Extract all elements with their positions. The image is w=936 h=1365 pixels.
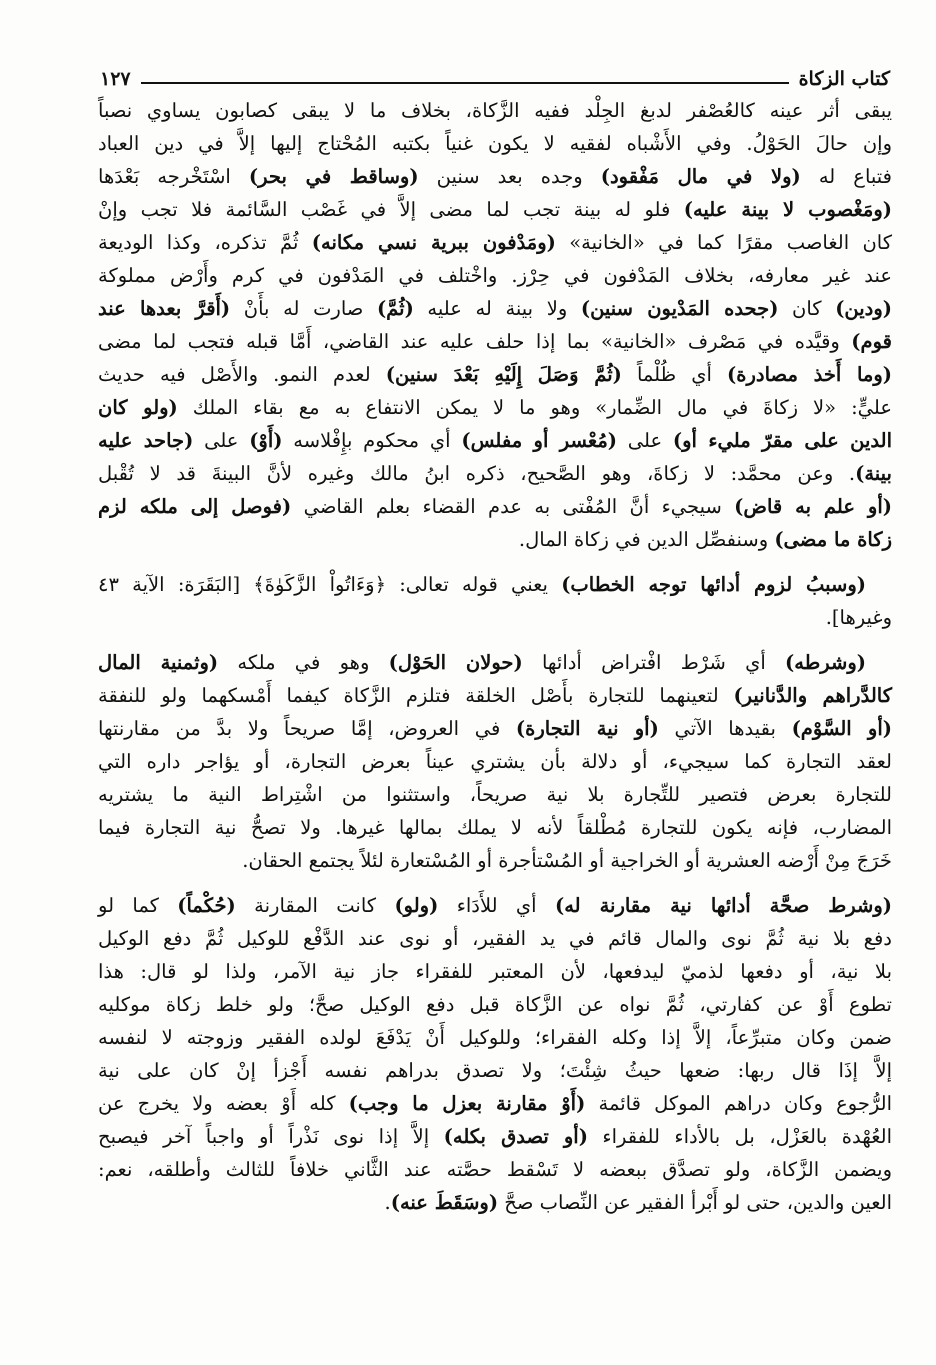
commentary-text: يعني قوله تعالى: ﴿وَءَاتُواْ الزَّكَوٰةَ﴾ [البَقَرَة: الآية ٤٣ bbox=[98, 573, 562, 596]
bold-matn-text: الدين على مقرّ مليء أو) bbox=[672, 429, 892, 452]
bold-matn-text: (ثُمَّ) bbox=[376, 297, 414, 320]
commentary-text: للتجارة بعرض فتصير للتِّجارة بلا نية صريحاً، واستثنوا من اشْتِراط النية ما يشتريه bbox=[98, 783, 892, 806]
commentary-text: وهو في ملكه bbox=[218, 651, 389, 674]
paragraph bbox=[98, 889, 892, 1219]
commentary-text: عند غير معارفه، بخلاف المَدْفون في حِرْز. واخْتلف في المَدْفون في كرم وأَرْض مملوكة bbox=[98, 264, 892, 287]
commentary-text: كانت المقارنة bbox=[235, 894, 395, 917]
commentary-text: دفع بلا نية ثُمَّ نوى والمال قائم في يد الفقير، أو نوى عند الدَّفْع للوكيل ثُمَّ دفع الوكيل bbox=[98, 927, 892, 950]
text-line bbox=[98, 811, 892, 844]
bold-matn-text: (حُكْماً) bbox=[177, 894, 236, 917]
text-line bbox=[98, 259, 892, 292]
commentary-text: . وعن محمَّد: لا زكاةَ، وهو الصَّحيح، ذكره ابنُ مالك وغيره لأنَّ البينةَ قد لا تُقْبل bbox=[98, 462, 856, 485]
bold-matn-text: قوم) bbox=[851, 330, 892, 353]
commentary-text: وجده بعد سنين bbox=[418, 165, 601, 188]
commentary-text: لعدم النمو. والأَصْل فيه حديث bbox=[98, 363, 386, 386]
commentary-text: لتعينهما للتجارة بأَصْل الخلقة فتلزم الزَّكاة كيفما أَمْسكهما ولو للنفقة bbox=[98, 684, 734, 707]
commentary-text: عليٍّ: «لا زكاةَ في مال الضِّمار» وهو ما لا يمكن الانتفاع به مع بقاء الملك bbox=[177, 396, 892, 419]
commentary-text: العين والدين، حتى لو أَبْرأ الفقير عن النِّصاب صحَّ bbox=[498, 1191, 892, 1214]
commentary-text: تطوع أَوْ عن كفارتي، ثُمَّ نواه عن الزَّكاة قبل دفع الوكيل صحَّ؛ ولو خلط زكاة موكليه bbox=[98, 993, 892, 1016]
bold-matn-text: (وشرط صحَّة أدائها نية مقارنة له) bbox=[554, 894, 892, 917]
commentary-text: وسنفصِّل الدين في زكاة المال. bbox=[518, 528, 775, 551]
page-number: ١٢٧ bbox=[100, 68, 131, 90]
text-line bbox=[98, 325, 892, 358]
bold-matn-text: (ثُمَّ وَصَلَ إِلَيْهِ بَعْدَ سنين) bbox=[385, 363, 622, 386]
commentary-text: لعقد التجارة كما سيجيء، أو دلالة بأن يشتري عيناً بعرض التجارة، أو يؤاجر داره التي bbox=[98, 750, 892, 773]
text-line bbox=[98, 1186, 892, 1219]
commentary-text: بلا نية، أو دفعها لذميّ ليدفعها، لأن المعتبر للفقراء جاز نية الآمر، ولذا لو قال: هذا bbox=[98, 960, 892, 983]
commentary-text: المضارب، فإنه يكون للتجارة مُطْلقاً لأنه لا يملك بمالها غيرها. ولا تصحُّ نية التجارة فيما bbox=[98, 816, 892, 839]
text-line bbox=[98, 778, 892, 811]
text-line bbox=[98, 193, 892, 226]
bold-matn-text: (وشرطه) bbox=[785, 651, 866, 674]
bold-matn-text: (ولو) bbox=[394, 894, 439, 917]
commentary-text: ويضمن الزَّكاة، ولو تصدَّق ببعضه لا تَسْقط حصَّته عند الثَّاني خلافاً للثالث وأطلقه، نعم: bbox=[98, 1158, 892, 1181]
bold-matn-text: (ولو كان bbox=[98, 396, 178, 419]
bold-matn-text: (فوصل إلى ملكه لزم bbox=[98, 495, 292, 518]
text-line bbox=[98, 988, 892, 1021]
commentary-text: بقيدها الآتي bbox=[658, 717, 792, 740]
commentary-text: كان الغاصب مقرًا كما في «الخانية» bbox=[555, 231, 892, 254]
bold-matn-text: (أو نية التجارة) bbox=[515, 717, 659, 740]
commentary-text: على bbox=[193, 429, 250, 452]
text-line bbox=[98, 712, 892, 745]
commentary-text: أي محكوم بإِفْلاسه bbox=[282, 429, 462, 452]
commentary-text: كله أَوْ بعضه ولا يخرج عن bbox=[98, 1092, 349, 1115]
bold-matn-text: (أو تصدق بكله) bbox=[443, 1125, 588, 1148]
text-line bbox=[98, 568, 892, 601]
paragraph bbox=[98, 646, 892, 877]
text-line bbox=[98, 844, 892, 877]
commentary-text: خَرَجَ مِنْ أَرْضه العشرية أو الخراجية أو المُسْتأجرة أو المُسْتعارة لئلاً يجتمع الحقان. bbox=[242, 849, 892, 872]
bold-matn-text: (ومَغْصوب لا بينة عليه) bbox=[683, 198, 892, 221]
commentary-text: صارت له بأَنْ bbox=[230, 297, 377, 320]
text-line bbox=[98, 292, 892, 325]
text-line bbox=[98, 1120, 892, 1153]
text-line bbox=[98, 391, 892, 424]
bold-matn-text: (وسَقَطَ عنه) bbox=[390, 1191, 499, 1214]
bold-matn-text: (أَوْ مقارنة بعزل ما وجب) bbox=[348, 1092, 586, 1115]
header-rule bbox=[141, 82, 789, 84]
text-line bbox=[98, 1153, 892, 1186]
text-line bbox=[98, 1021, 892, 1054]
commentary-text: ولا بينة له عليه bbox=[413, 297, 581, 320]
commentary-text: العُهْدة بالعَزْل، بل بالأداء للفقراء bbox=[587, 1125, 892, 1148]
text-line bbox=[98, 160, 892, 193]
commentary-text: وقيَّده في مَصْرف «الخانية» بما إذا حلف عليه عند القاضي، أَمَّا قبله فتجب لما مضى bbox=[98, 330, 852, 353]
text-line bbox=[98, 1087, 892, 1120]
chapter-title: كتاب الزكاة bbox=[798, 68, 890, 90]
text-line bbox=[98, 127, 892, 160]
bold-matn-text: (أو علم به قاض) bbox=[734, 495, 892, 518]
commentary-text: فتباع له bbox=[800, 165, 892, 188]
commentary-text: سيجيء أنَّ المُفْتى به عدم القضاء بعلم القاضي bbox=[291, 495, 735, 518]
text-line bbox=[98, 490, 892, 523]
text-line bbox=[98, 679, 892, 712]
text-line bbox=[98, 889, 892, 922]
bold-matn-text: (وساقط في بحر) bbox=[248, 165, 419, 188]
commentary-text: أي شَرْط افْتراض أدائها bbox=[522, 651, 786, 674]
bold-matn-text: (ولا في مال مَفْقود) bbox=[600, 165, 801, 188]
commentary-text: ضمن وكان متبرِّعاً، إلاَّ إذا وكله الفقراء؛ وللوكيل أَنْ يَدْفَعَ لولده الفقير وزوجته لا لنفسه bbox=[98, 1026, 892, 1049]
running-header bbox=[100, 58, 890, 90]
paragraph bbox=[98, 94, 892, 556]
commentary-text: . bbox=[384, 1191, 391, 1214]
bold-matn-text: (جحده المَدْيون سنين) bbox=[580, 297, 779, 320]
commentary-text: فلو له بينة تجب لما مضى إلاَّ في غَصْب السَّائمة فلا تجب وإنْ bbox=[98, 198, 684, 221]
commentary-text: كما لو bbox=[98, 894, 178, 917]
commentary-text: اسْتَخْرجه بَعْدَها bbox=[98, 165, 249, 188]
commentary-text: أي ظُلْماً bbox=[621, 363, 728, 386]
commentary-text: كان bbox=[778, 297, 836, 320]
text-line bbox=[98, 646, 892, 679]
text-line bbox=[98, 94, 892, 127]
text-line bbox=[98, 457, 892, 490]
bold-matn-text: (ومَدْفون ببرية نسي مكانه) bbox=[311, 231, 556, 254]
bold-matn-text: (أو السَّوْم) bbox=[791, 717, 892, 740]
bold-matn-text: (جاحد عليه bbox=[98, 429, 194, 452]
bold-matn-text: (وثمنية المال bbox=[98, 651, 219, 674]
commentary-text: إلاَّ إذا نوى نَذْراً أو واجباً آخر فيصبح bbox=[98, 1125, 444, 1148]
text-line bbox=[98, 601, 892, 634]
commentary-text: يبقى أثر عينه كالعُصْفر لدبغ الجِلْد ففيه الزَّكاة، بخلاف ما لا يبقى كصابون يساوي نصباً bbox=[98, 99, 892, 122]
text-line bbox=[98, 745, 892, 778]
paragraph bbox=[98, 568, 892, 634]
text-line bbox=[98, 358, 892, 391]
commentary-text: على bbox=[617, 429, 673, 452]
bold-matn-text: كالدَّراهم والدَّنانير) bbox=[733, 684, 892, 707]
commentary-text: إلاَّ إذَا قال ربها: ضعها حيثُ شِئْتَ؛ ولا تصدق بدراهم نفسه أَجْزأ إنْ كان على نية bbox=[98, 1059, 892, 1082]
text-line bbox=[98, 955, 892, 988]
bold-matn-text: (أَوْ) bbox=[249, 429, 283, 452]
page-body bbox=[98, 94, 892, 1231]
commentary-text: في العروض، إمَّا صريحاً ولا بدَّ من مقارنتها bbox=[98, 717, 516, 740]
text-line bbox=[98, 1054, 892, 1087]
commentary-text: وإن حالَ الحَوْلُ. وفي الأَشْباه لفقيه لا يكون غنياً بكتبه المُحْتاج إليها إلاَّ في دين العباد bbox=[98, 132, 892, 155]
text-line bbox=[98, 922, 892, 955]
bold-matn-text: (مُعْسر أو مفلس) bbox=[461, 429, 617, 452]
text-line bbox=[98, 424, 892, 457]
bold-matn-text: (ودين) bbox=[835, 297, 893, 320]
text-line bbox=[98, 523, 892, 556]
text-line bbox=[98, 226, 892, 259]
commentary-text: وغيرها]. bbox=[825, 606, 892, 629]
bold-matn-text: (أَقرَّ بعدها عند bbox=[98, 297, 231, 320]
commentary-text: أي للأَدَاء bbox=[438, 894, 555, 917]
bold-matn-text: (حولان الحَوْل) bbox=[388, 651, 523, 674]
bold-matn-text: بينة) bbox=[855, 462, 892, 485]
bold-matn-text: (وما أَخذ مصادرة) bbox=[727, 363, 893, 386]
bold-matn-text: زكاة ما مضى) bbox=[774, 528, 892, 551]
commentary-text: ثُمَّ تذكره، وكذا الوديعة bbox=[98, 231, 312, 254]
bold-matn-text: (وسببُ لزوم أدائها توجه الخطاب) bbox=[561, 573, 866, 596]
commentary-text: الرُّجوع وكان دراهم الموكل قائمة bbox=[585, 1092, 892, 1115]
